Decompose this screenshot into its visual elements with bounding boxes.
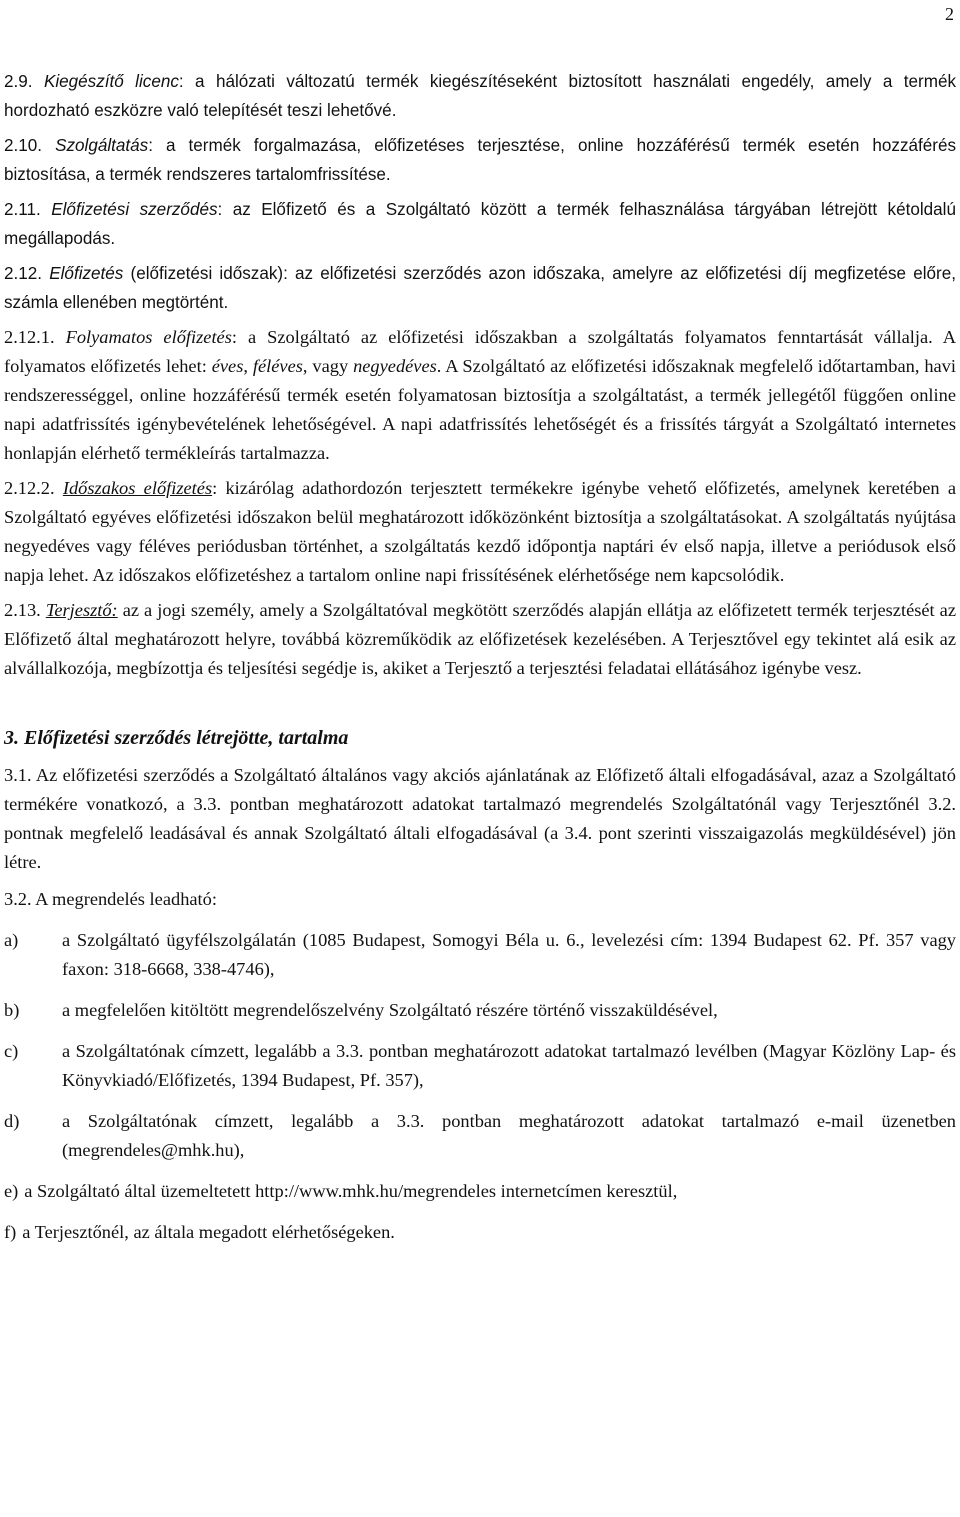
- clause-2-12-2: [4, 474, 956, 590]
- option-quarterly: negyedéves: [353, 356, 437, 376]
- option-half-yearly: féléves: [252, 356, 303, 376]
- list-item-text: a megfelelően kitöltött megrendelőszelvény Szolgáltató részére történő visszaküldésével,: [62, 1000, 718, 1020]
- option-yearly: éves: [211, 356, 244, 376]
- list-item: [4, 996, 956, 1025]
- list-item: [4, 1177, 956, 1206]
- clause-number: 2.12.1.: [4, 327, 55, 347]
- separator: ,: [243, 356, 253, 376]
- list-item: [4, 926, 956, 984]
- clause-2-9: [4, 67, 956, 125]
- defined-term: Terjesztő:: [45, 600, 118, 620]
- clause-text: : a Szolgáltató az előfizetési időszakban a szolgáltatás folyamatos fenntartását vállalja. A folyamatos előfizetés lehet:: [4, 327, 956, 376]
- clause-number: 2.12.: [4, 264, 43, 283]
- clause-text: az a jogi személy, amely a Szolgáltatóval megkötött szerződés alapján ellátja az előfizetett termék terjesztését az Előfizető által meghatározott helyre, továbbá közreműködik az előfizetések kezelésében. A Terjesztővel egy tekintet alá esik az alvállalkozója, megbízottja és teljesítési segédje is, akiket a Terjesztő a terjesztési feladatai ellátásához igénybe vesz.: [4, 600, 956, 678]
- defined-term: Időszakos előfizetés: [62, 478, 213, 498]
- defined-term: Előfizetés: [49, 264, 124, 283]
- separator: , vagy: [302, 356, 354, 376]
- list-item-text: a Szolgáltató ügyfélszolgálatán (1085 Budapest, Somogyi Béla u. 6., levelezési cím: 1394 Budapest 62. Pf. 357 vagy faxon: 318-6668, 338-4746),: [62, 930, 956, 979]
- defined-term: Szolgáltatás: [55, 136, 149, 155]
- list-marker: d): [4, 1111, 20, 1131]
- clause-number: 2.13.: [4, 600, 41, 620]
- clause-2-12: [4, 259, 956, 317]
- list-marker: e): [4, 1181, 19, 1201]
- page-number: 2: [945, 4, 954, 24]
- defined-term: Folyamatos előfizetés: [65, 327, 232, 347]
- list-marker: c): [4, 1041, 19, 1061]
- clause-text: : a termék forgalmazása, előfizetéses terjesztése, online hozzáférésű termék esetén hozzáférés biztosítása, a termék rendszeres tartalomfrissítése.: [4, 136, 957, 184]
- clause-number: 2.12.2.: [4, 478, 55, 498]
- clause-text: . A Szolgáltató az előfizetési időszaknak megfelelő időtartamban, havi rendszerességgel, online hozzáférésű termék esetén folyamatosan biztosítja a szolgáltatást, a termék jellegétől függően online napi adatfrissítés igénybevételének lehetőségével. A napi adatfrissítés lehetőségét és a frissítés tárgyát a Szolgáltató internetes honlapján elérhető termékleírás tartalmazza.: [4, 356, 956, 463]
- defined-term: Kiegészítő licenc: [43, 72, 179, 91]
- list-item-text: a Szolgáltatónak címzett, legalább a 3.3. pontban meghatározott adatokat tartalmazó e-mail üzenetben (megrendeles@mhk.hu),: [62, 1111, 956, 1160]
- clause-2-11: [4, 195, 956, 253]
- defined-term: Előfizetési szerződés: [51, 200, 218, 219]
- document-body: [4, 67, 956, 1247]
- list-marker: b): [4, 1000, 20, 1020]
- list-marker: f): [4, 1222, 17, 1242]
- list-item: [4, 1107, 956, 1165]
- clause-2-12-1: [4, 323, 956, 468]
- list-item: [4, 1218, 956, 1247]
- clause-number: 2.9.: [4, 72, 33, 91]
- section-heading: 3. Előfizetési szerződés létrejötte, tartalma: [4, 727, 349, 749]
- clause-3-2: 3.2. A megrendelés leadható:: [4, 889, 217, 909]
- clause-text: : a hálózati változatú termék kiegészítéseként biztosított használati engedély, amely a termék hordozható eszközre való telepítését teszi lehetővé.: [4, 72, 956, 120]
- clause-number: 2.10.: [4, 136, 43, 155]
- list-item-text: a Szolgáltatónak címzett, legalább a 3.3. pontban meghatározott adatokat tartalmazó levélben (Magyar Közlöny Lap- és Könyvkiadó/Előfizetés, 1394 Budapest, Pf. 357),: [62, 1041, 956, 1090]
- list-item-text: a Terjesztőnél, az általa megadott elérhetőségeken.: [22, 1222, 395, 1242]
- clause-2-13: [4, 596, 956, 683]
- clause-text: (előfizetési időszak): az előfizetési szerződés azon időszaka, amelyre az előfizetési díj megfizetése előre, számla ellenében megtörtént.: [4, 264, 957, 312]
- clause-2-10: [4, 131, 956, 189]
- clause-text: : kizárólag adathordozón terjesztett termékekre igénybe vehető előfizetés, amelynek keretében a Szolgáltató egyéves előfizetési időszakon belül meghatározott időközönként biztosítja a szolgáltatásokat. A szolgáltatás nyújtása negyedéves vagy féléves periódusban történhet, a szolgáltatás kezdő időpontja naptári év első napja, illetve a periódusok első napja lehet. Az időszakos előfizetéshez a tartalom online napi frissítésének elérhetősége nem kapcsolódik.: [4, 478, 957, 585]
- clause-3-1: 3.1. Az előfizetési szerződés a Szolgáltató általános vagy akciós ajánlatának az Előfizető általi elfogadásával, azaz a Szolgáltató termékére vonatkozó, a 3.3. pontban meghatározott adatokat tartalmazó megrendelés Szolgáltatónál vagy Terjesztőnél 3.2. pontnak megfelelő leadásával és annak Szolgáltató általi elfogadásával (a 3.4. pont szerinti visszaigazolás megküldésével) jön létre.: [4, 765, 956, 872]
- list-item-text: a Szolgáltató által üzemeltetett http://www.mhk.hu/megrendeles internetcímen keresztül,: [24, 1181, 678, 1201]
- list-item: [4, 1037, 956, 1095]
- list-marker: a): [4, 930, 19, 950]
- clause-number: 2.11.: [4, 200, 41, 219]
- clause-text: : az Előfizető és a Szolgáltató között a termék felhasználása tárgyában létrejött kétoldalú megállapodás.: [4, 200, 956, 248]
